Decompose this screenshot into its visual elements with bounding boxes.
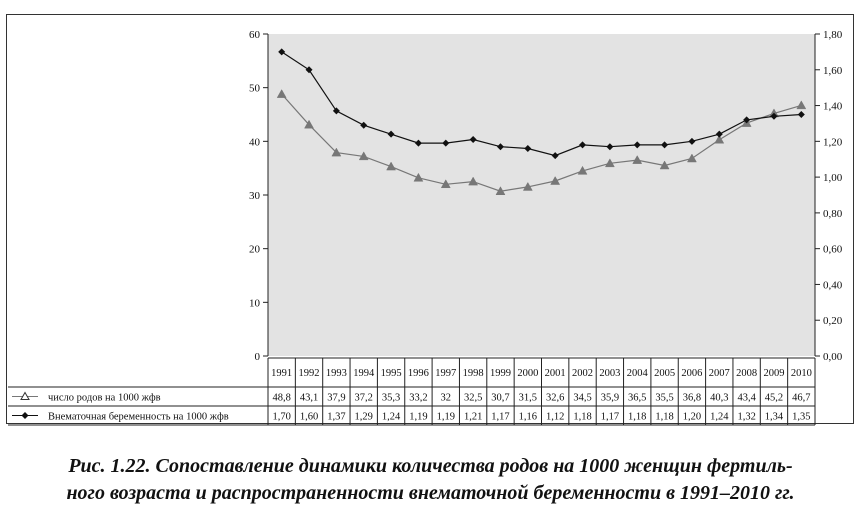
- figure-caption: [0, 453, 861, 507]
- x-tick-label: 2006: [681, 368, 703, 379]
- table-value: 1,16: [518, 411, 538, 423]
- table-value: 1,21: [463, 411, 483, 423]
- left-axis-tick-label: 20: [249, 243, 260, 256]
- table-value: 33,2: [409, 392, 428, 404]
- caption-line-1: Рис. 1.22. Сопоставление динамики количества родов на 1000 женщин фертиль-: [68, 455, 793, 477]
- x-tick-label: 2008: [736, 368, 758, 379]
- table-value: 32: [440, 392, 452, 404]
- table-value: 36,5: [628, 392, 647, 404]
- table-value: 1,12: [545, 411, 565, 423]
- table-value: 1,17: [600, 411, 620, 423]
- legend-label-2: Внематочная беременность на 1000 жфв: [48, 411, 229, 423]
- x-tick-label: 1999: [489, 368, 511, 379]
- legend-label-1: число родов на 1000 жфв: [48, 392, 161, 404]
- plot-area: [268, 34, 815, 356]
- caption-line-2: ного возраста и распространенности внематочной беременности в 1991–2010 гг.: [66, 482, 795, 504]
- table-value: 30,7: [491, 392, 510, 404]
- left-axis-tick-label: 30: [249, 190, 260, 202]
- table-value: 1,24: [710, 411, 729, 423]
- table-value: 1,29: [354, 411, 373, 423]
- table-value: 1,20: [682, 411, 702, 423]
- table-value: 1,32: [737, 411, 756, 423]
- table-value: 43,1: [299, 392, 319, 404]
- x-tick-label: 1996: [407, 368, 429, 379]
- x-tick-label: 2009: [763, 368, 785, 379]
- table-value: 35,3: [381, 392, 401, 404]
- x-tick-label: 1997: [435, 368, 457, 379]
- table-value: 37,9: [327, 392, 346, 404]
- table-value: 46,7: [792, 392, 811, 404]
- right-axis-tick-label: 0,20: [823, 315, 843, 328]
- right-axis-tick-label: 0,60: [823, 243, 843, 256]
- left-axis-tick-label: 50: [249, 82, 260, 95]
- x-tick-label: 1993: [325, 368, 347, 379]
- left-axis-tick-label: 60: [249, 29, 260, 41]
- left-axis-tick-label: 10: [249, 297, 260, 310]
- x-tick-label: 2007: [708, 368, 730, 379]
- table-value: 1,24: [381, 411, 401, 423]
- table-value: 35,5: [655, 392, 674, 404]
- table-value: 1,17: [491, 411, 510, 423]
- table-value: 37,2: [354, 392, 373, 404]
- table-value: 1,34: [764, 411, 784, 423]
- table-value: 35,9: [600, 392, 620, 404]
- table-value: 34,5: [573, 392, 592, 404]
- x-tick-label: 2000: [517, 368, 539, 379]
- x-tick-label: 1998: [462, 368, 484, 379]
- left-axis-tick-label: 0: [254, 351, 260, 363]
- table-value: 1,60: [299, 411, 319, 423]
- table-value: 40,3: [710, 392, 729, 404]
- table-value: 1,18: [628, 411, 647, 423]
- x-tick-label: 1992: [298, 368, 320, 379]
- table-value: 32,5: [463, 392, 483, 404]
- table-value: 48,8: [272, 392, 291, 404]
- right-axis-tick-label: 1,00: [823, 172, 843, 185]
- table-value: 1,19: [436, 411, 455, 423]
- right-axis-tick-label: 1,40: [823, 100, 843, 113]
- x-tick-label: 2003: [599, 368, 621, 379]
- left-axis-tick-label: 40: [249, 136, 260, 149]
- x-tick-label: 2005: [654, 368, 676, 379]
- table-value: 1,19: [409, 411, 428, 423]
- table-value: 45,2: [764, 392, 784, 404]
- right-axis-tick-label: 1,80: [823, 29, 843, 41]
- table-value: 1,18: [655, 411, 674, 423]
- x-tick-label: 1994: [353, 368, 375, 379]
- table-value: 43,4: [737, 392, 756, 404]
- x-tick-label: 2001: [544, 368, 566, 379]
- table-value: 32,6: [545, 392, 565, 404]
- right-axis-tick-label: 1,20: [823, 136, 843, 149]
- table-value: 1,70: [272, 411, 291, 423]
- right-axis-tick-label: 0,80: [823, 207, 843, 220]
- right-axis-tick-label: 1,60: [823, 64, 843, 77]
- table-value: 36,8: [682, 392, 702, 404]
- x-tick-label: 1991: [271, 368, 293, 379]
- x-tick-label: 1995: [380, 368, 402, 379]
- right-axis-tick-label: 0,40: [823, 279, 843, 292]
- x-tick-label: 2002: [572, 368, 594, 379]
- table-value: 1,35: [792, 411, 811, 423]
- legend-diamond-marker: [22, 412, 29, 419]
- x-tick-label: 2004: [626, 368, 648, 379]
- table-value: 1,37: [327, 411, 346, 423]
- x-tick-label: 2010: [790, 368, 812, 379]
- right-axis-tick-label: 0,00: [823, 351, 843, 363]
- table-value: 31,5: [518, 392, 538, 404]
- table-value: 1,18: [573, 411, 592, 423]
